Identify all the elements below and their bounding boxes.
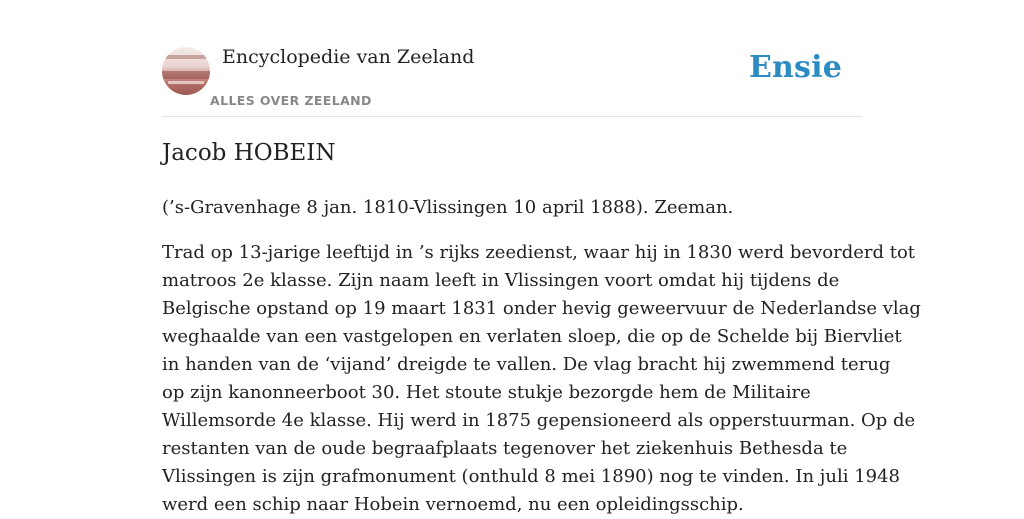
body-line: weghaalde van een vastgelopen en verlaten sloep, die op de Schelde bij Biervliet bbox=[162, 326, 902, 347]
ensie-logo-link[interactable]: Ensie bbox=[748, 50, 842, 85]
article-lead: (’s-Gravenhage 8 jan. 1810-Vlissingen 10 april 1888). Zeeman. bbox=[162, 197, 734, 218]
body-line: Trad op 13-jarige leeftijd in ’s rijks zeedienst, waar hij in 1830 werd bevorderd tot bbox=[162, 242, 916, 263]
body-line: restanten van de oude begraafplaats tegenover het ziekenhuis Bethesda te bbox=[162, 438, 848, 459]
article-title: Jacob HOBEIN bbox=[162, 140, 336, 166]
avatar-detail bbox=[168, 81, 204, 84]
article-body bbox=[162, 239, 921, 519]
site-subtitle: ALLES OVER ZEELAND bbox=[210, 93, 372, 108]
site-title-link[interactable]: Encyclopedie van Zeeland bbox=[222, 46, 475, 68]
site-header bbox=[162, 0, 862, 117]
site-avatar[interactable] bbox=[162, 47, 210, 95]
avatar-detail bbox=[162, 71, 210, 79]
body-line: matroos 2e klasse. Zijn naam leeft in Vlissingen voort omdat hij tijdens de bbox=[162, 270, 840, 291]
body-line: werd een schip naar Hobein vernoemd, nu een opleidingsschip. bbox=[162, 494, 744, 515]
body-line: Vlissingen is zijn grafmonument (onthuld 8 mei 1890) nog te vinden. In juli 1948 bbox=[162, 466, 901, 487]
body-line: in handen van de ‘vijand’ dreigde te vallen. De vlag bracht hij zwemmend terug bbox=[162, 354, 891, 375]
avatar-detail bbox=[166, 55, 206, 59]
body-line: Belgische opstand op 19 maart 1831 onder hevig geweervuur de Nederlandse vlag bbox=[162, 298, 921, 319]
page-container bbox=[162, 0, 921, 515]
body-line: op zijn kanonneerboot 30. Het stoute stukje bezorgde hem de Militaire bbox=[162, 382, 811, 403]
body-line: Willemsorde 4e klasse. Hij werd in 1875 gepensioneerd als opperstuurman. Op de bbox=[162, 410, 916, 431]
